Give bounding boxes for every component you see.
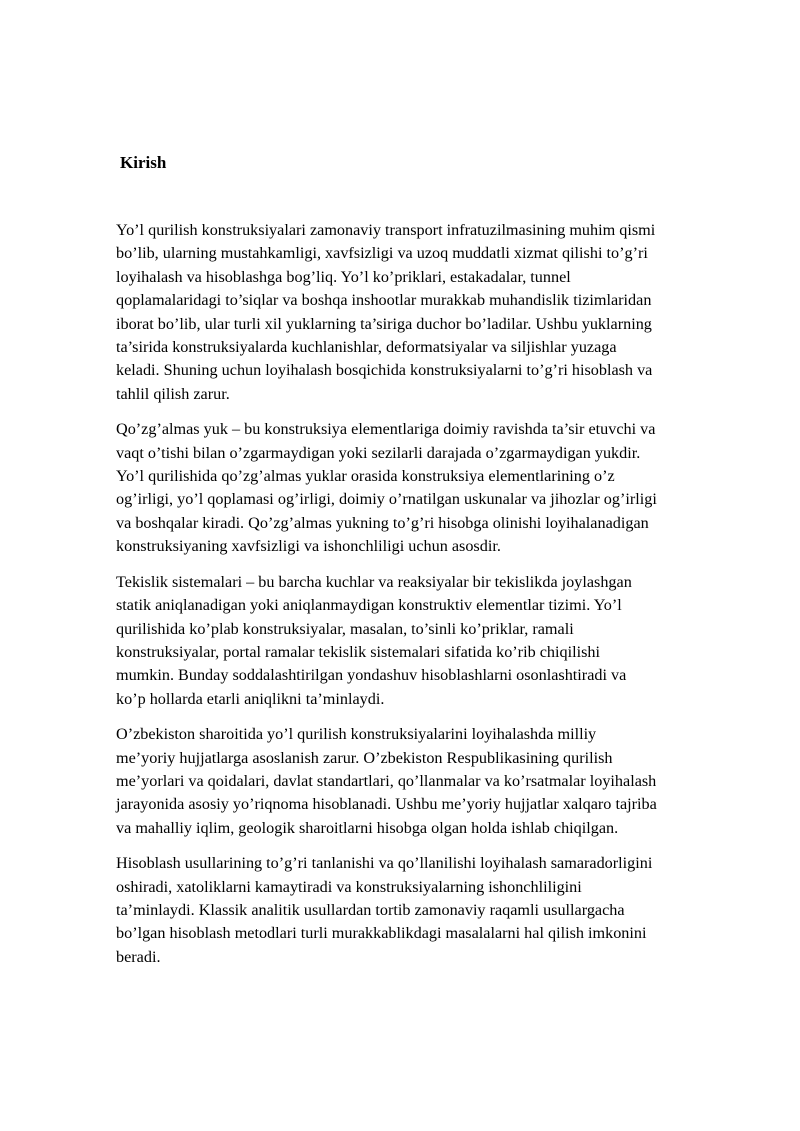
paragraph-national-standards: O’zbekiston sharoitida yo’l qurilish konstruksiyalarini loyihalashda milliy me’yoriy hujjatlarga asoslanish zarur. O’zbekiston Respublikasining qurilish me’yorlari va qoidalari, davlat standartlari, qo’llanmalar va ko’rsatmalar loyihalash jarayonida asosiy yo’riqnoma hisoblanadi. Ushbu me’yoriy hujjatlar xalqaro tajriba va mahalliy iqlim, geologik sharoitlarni hisobga olgan holda ishlab chiqilgan. [116,725,657,837]
section-heading: Kirish [120,153,167,172]
paragraph-fixed-load: Qo’zg’almas yuk – bu konstruksiya elementlariga doimiy ravishda ta’sir etuvchi va vaqt o’tishi bilan o’zgarmaydigan yoki sezilarli darajada o’zgarmaydigan yukdir. Yo’l qurilishida qo’zg’almas yuklar orasida konstruksiya elementlarining o’z og’irligi, yo’l qoplamasi og’irligi, doimiy o’rnatilgan uskunalar va jihozlar og’irligi va boshqalar kiradi. Qo’zg’almas yukning to’g’ri hisobga olinishi loyihalanadigan konstruksiyaning xavfsizligi va ishonchliligi uchun asosdir. [116,420,657,556]
paragraph-calculation-methods: Hisoblash usullarining to’g’ri tanlanishi va qo’llanilishi loyihalash samaradorligini oshiradi, xatoliklarni kamaytiradi va konstruksiyalarning ishonchliligini ta’minlaydi. Klassik analitik usullardan tortib zamonaviy raqamli usullargacha bo’lgan hisoblash metodlari turli murakkablikdagi masalalarni hal qilish imkonini beradi. [116,854,653,966]
paragraph-plane-systems: Tekislik sistemalari – bu barcha kuchlar va reaksiyalar bir tekislikda joylashgan statik aniqlanadigan yoki aniqlanmaydigan konstruktiv elementlar tizimi. Yo’l qurilishida ko’plab konstruksiyalar, masalan, to’sinli ko’priklar, ramali konstruksiyalar, portal ramalar tekislik sistemalari sifatida ko’rib chiqilishi mumkin. Bunday soddalashtirilgan yondashuv hisoblashlarni osonlashtiradi va ko’p hollarda etarli aniqlikni ta’minlaydi. [116,572,632,708]
paragraph-introduction: Yo’l qurilish konstruksiyalari zamonaviy transport infratuzilmasining muhim qismi bo’lib, ularning mustahkamligi, xavfsizligi va uzoq muddatli xizmat qilishi to’g’ri loyihalash va hisoblashga bog’liq. Yo’l ko’priklari, estakadalar, tunnel qoplamalaridagi to’siqlar va boshqa inshootlar murakkab muhandislik tizimlaridan iborat bo’lib, ular turli xil yuklarning ta’siriga duchor bo’ladilar. Ushbu yuklarning ta’sirida konstruksiyalarda kuchlanishlar, deformatsiyalar va siljishlar yuzaga keladi. Shuning uchun loyihalash bosqichida konstruksiyalarni to’g’ri hisoblash va tahlil qilish zarur. [116,221,656,403]
body-text [116,219,746,981]
